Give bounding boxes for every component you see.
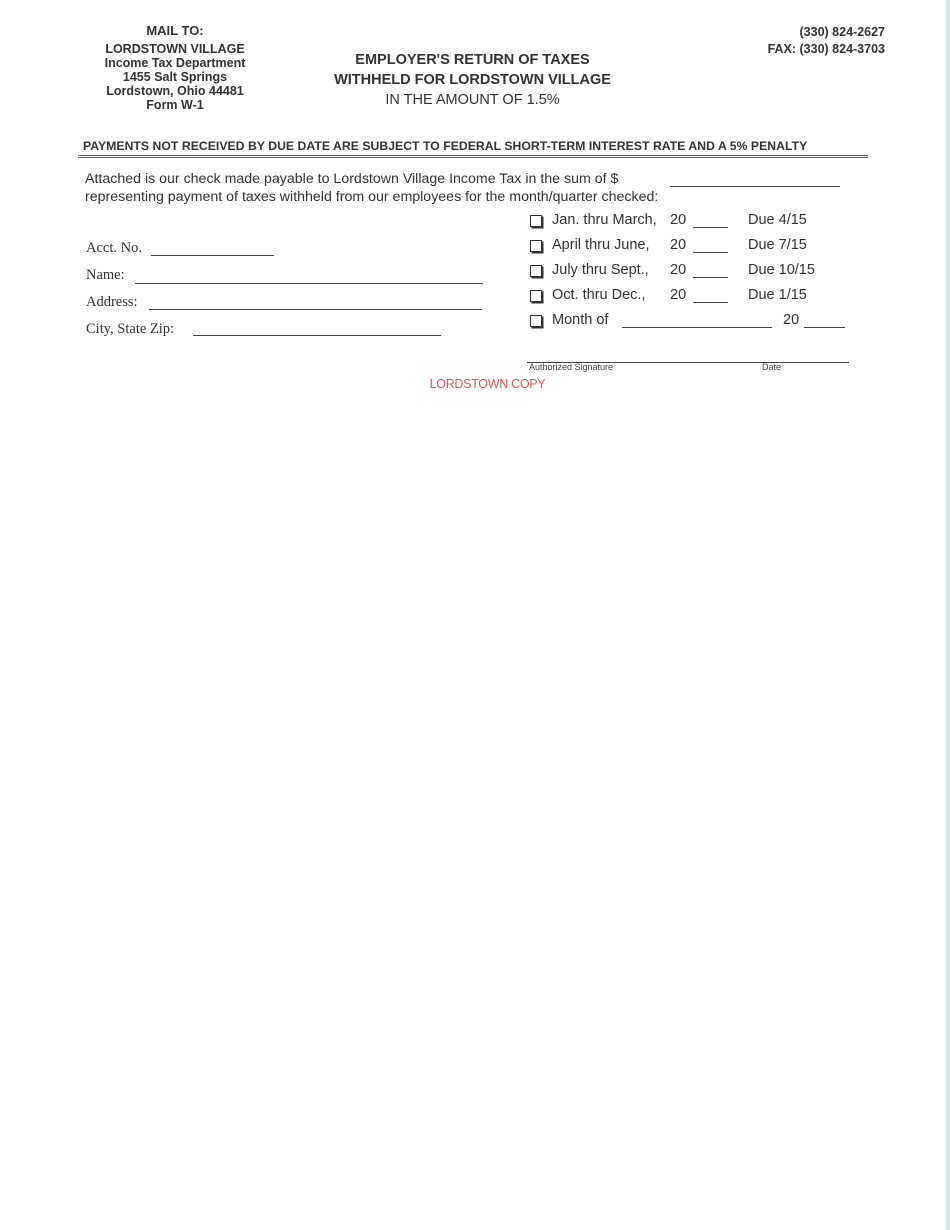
checkbox[interactable] [530,215,542,227]
name-field [86,267,125,284]
mail-to-line: Lordstown, Ohio 44481 [106,84,244,98]
city-label: City, State Zip: [86,321,175,337]
city-input-line[interactable] [193,335,441,336]
amount-input-line[interactable] [670,186,840,187]
period-year: 20 [670,287,687,303]
form-number: Form W-1 [146,98,204,112]
divider-rule [78,155,868,156]
attachment-line-1: Attached is our check made payable to Lordstown Village Income Tax in the sum of $ [85,171,619,187]
period-year: 20 [670,212,687,228]
title-line-2: WITHHELD FOR LORDSTOWN VILLAGE [334,72,611,88]
signature-label: Authorized Signature [529,362,614,372]
phone-number: (330) 824-2627 [799,25,885,39]
acct-input-line[interactable] [151,255,274,256]
attachment-line-2: representing payment of taxes withheld from our employees for the month/quarter checked: [85,189,659,205]
address-input-line[interactable] [149,309,482,310]
address-label: Address: [86,294,138,310]
period-year: 20 [670,262,687,278]
period-label: July thru Sept., [552,262,649,278]
period-due: Due 10/15 [748,262,815,278]
title-line-1: EMPLOYER'S RETURN OF TAXES [355,52,590,68]
period-label: April thru June, [552,237,650,253]
acct-label: Acct. No. [86,240,142,256]
period-due: Due 7/15 [748,237,807,253]
page-edge [946,0,950,1230]
year-input-line[interactable] [804,327,845,328]
divider-rule [78,157,868,158]
fax-number: FAX: (330) 824-3703 [767,42,885,56]
period-option[interactable] [530,237,830,257]
period-label: Jan. thru March, [552,212,657,228]
period-option[interactable] [530,287,830,307]
checkbox[interactable] [530,290,542,302]
mail-to-line: Income Tax Department [104,56,246,70]
mail-to-block [80,24,270,112]
period-due: Due 4/15 [748,212,807,228]
copy-label: LORDSTOWN COPY [429,377,546,391]
mail-to-line: 1455 Salt Springs [122,70,228,84]
year-input-line[interactable] [693,302,728,303]
year-input-line[interactable] [693,252,728,253]
month-input-line[interactable] [622,327,772,328]
penalty-notice: PAYMENTS NOT RECEIVED BY DUE DATE ARE SUBJECT TO FEDERAL SHORT-TERM INTEREST RATE AND A 5% PENALTY [83,139,808,153]
month-label: Month of [552,312,609,328]
period-option[interactable] [530,262,830,282]
name-input-line[interactable] [135,283,483,284]
name-label: Name: [86,267,125,283]
checkbox[interactable] [530,240,542,252]
title-line-3: IN THE AMOUNT OF 1.5% [385,92,560,108]
period-option[interactable] [530,212,830,232]
city-field [86,321,174,338]
period-year: 20 [670,237,687,253]
period-due: Due 1/15 [748,287,807,303]
attachment-statement [85,170,658,206]
form-title [310,50,635,110]
month-option[interactable] [530,312,850,332]
checkbox[interactable] [530,265,542,277]
year-input-line[interactable] [693,277,728,278]
date-label: Date [762,362,782,372]
period-label: Oct. thru Dec., [552,287,646,303]
acct-field [86,240,142,257]
contact-block [700,24,885,58]
mail-to-line: LORDSTOWN VILLAGE [105,42,245,56]
mail-to-heading: MAIL TO: [146,23,204,38]
address-field [86,294,138,311]
checkbox[interactable] [530,315,542,327]
month-year: 20 [783,312,800,328]
year-input-line[interactable] [693,227,728,228]
